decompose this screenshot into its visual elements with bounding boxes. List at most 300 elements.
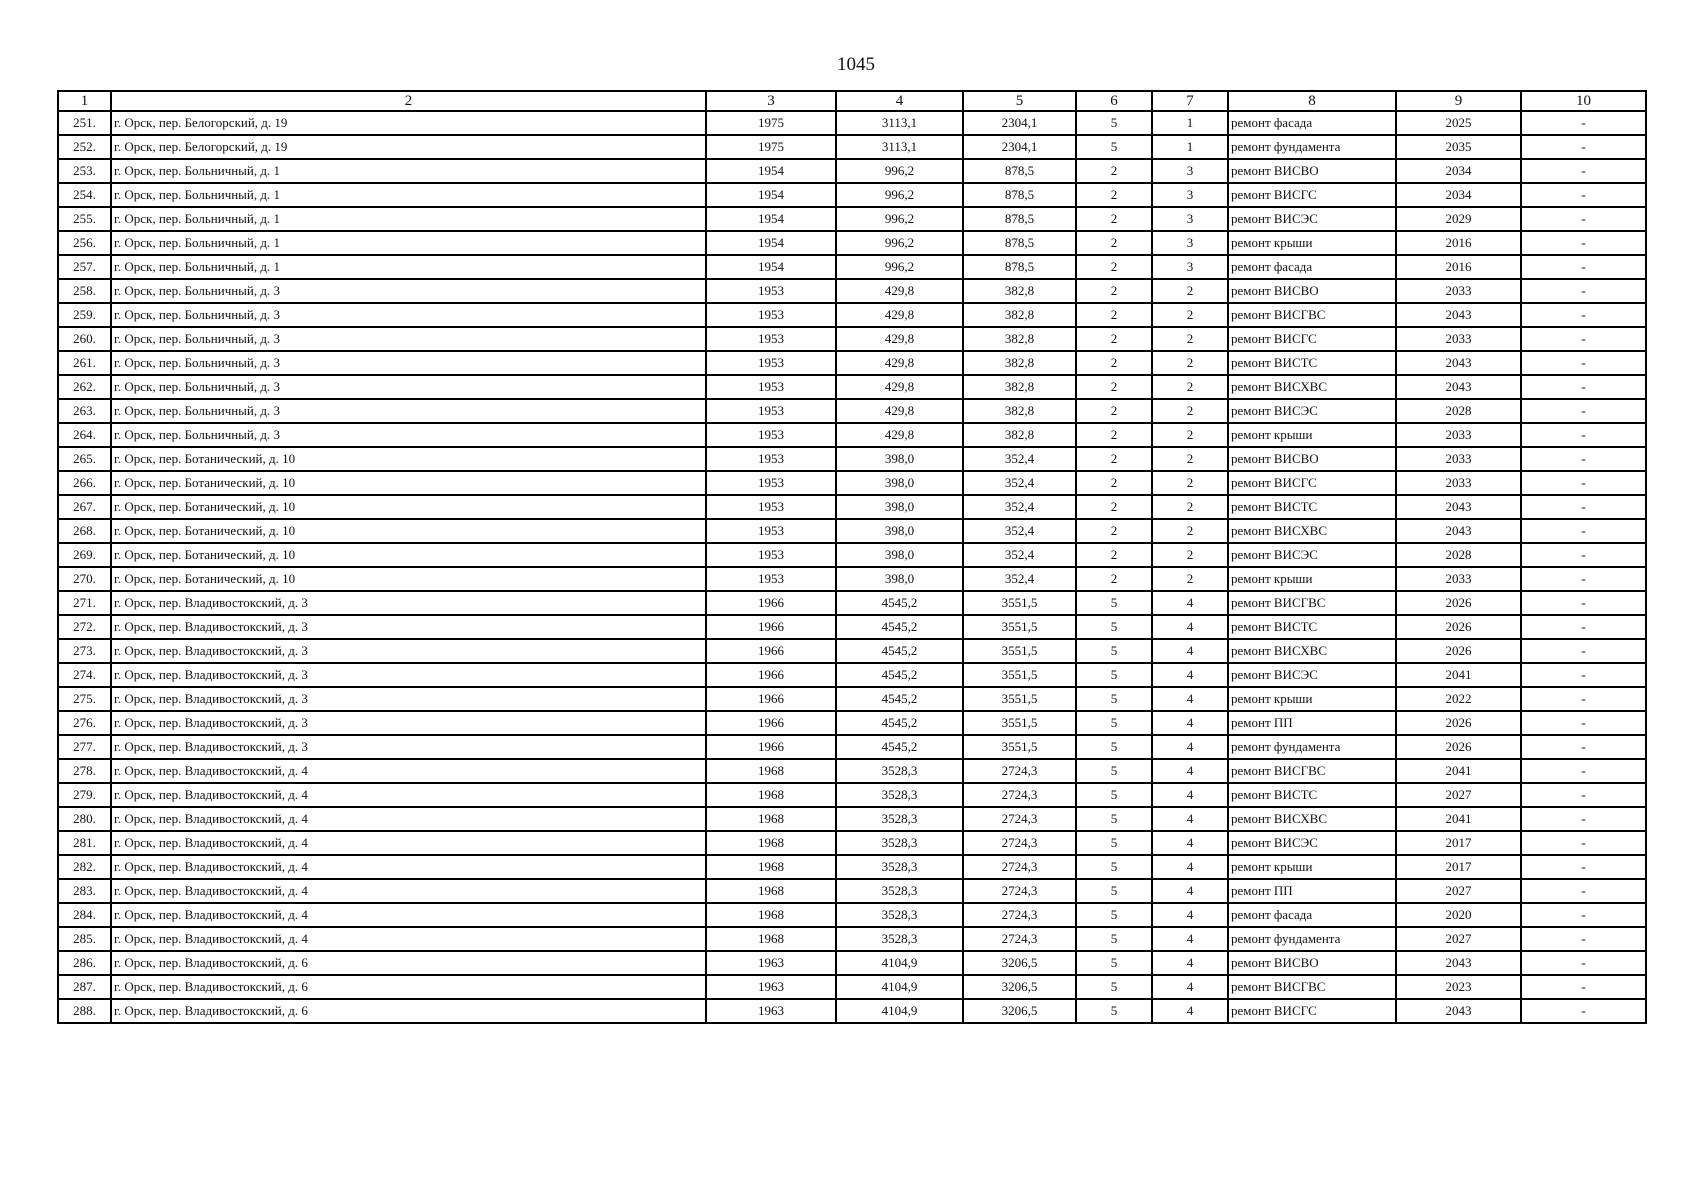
row-number-cell: 288. [58, 999, 111, 1023]
entrances-cell: 4 [1152, 999, 1228, 1023]
planned-year-cell: 2033 [1396, 567, 1521, 591]
entrances-cell: 3 [1152, 159, 1228, 183]
work-type-cell: ремонт ВИСВО [1228, 951, 1396, 975]
living-area-cell: 878,5 [963, 207, 1076, 231]
address-cell: г. Орск, пер. Больничный, д. 3 [111, 303, 706, 327]
note-cell: - [1521, 831, 1646, 855]
living-area-cell: 2724,3 [963, 807, 1076, 831]
note-cell: - [1521, 903, 1646, 927]
planned-year-cell: 2033 [1396, 327, 1521, 351]
table-row [58, 639, 1646, 663]
total-area-cell: 3528,3 [836, 831, 963, 855]
planned-year-cell: 2029 [1396, 207, 1521, 231]
table-row [58, 615, 1646, 639]
work-type-cell: ремонт ВИСХВС [1228, 639, 1396, 663]
living-area-cell: 352,4 [963, 447, 1076, 471]
table-row [58, 927, 1646, 951]
address-cell: г. Орск, пер. Владивостокский, д. 3 [111, 615, 706, 639]
note-cell: - [1521, 639, 1646, 663]
column-header: 3 [706, 91, 836, 111]
floors-cell: 2 [1076, 231, 1152, 255]
floors-cell: 2 [1076, 327, 1152, 351]
work-type-cell: ремонт фасада [1228, 111, 1396, 135]
living-area-cell: 352,4 [963, 495, 1076, 519]
floors-cell: 2 [1076, 183, 1152, 207]
note-cell: - [1521, 423, 1646, 447]
planned-year-cell: 2034 [1396, 159, 1521, 183]
floors-cell: 2 [1076, 495, 1152, 519]
table-row [58, 903, 1646, 927]
year-built-cell: 1953 [706, 423, 836, 447]
planned-year-cell: 2043 [1396, 951, 1521, 975]
living-area-cell: 382,8 [963, 375, 1076, 399]
total-area-cell: 996,2 [836, 231, 963, 255]
work-type-cell: ремонт крыши [1228, 687, 1396, 711]
note-cell: - [1521, 159, 1646, 183]
table-row [58, 831, 1646, 855]
table-row [58, 207, 1646, 231]
row-number-cell: 264. [58, 423, 111, 447]
table-row [58, 687, 1646, 711]
row-number-cell: 254. [58, 183, 111, 207]
note-cell: - [1521, 111, 1646, 135]
floors-cell: 2 [1076, 543, 1152, 567]
address-cell: г. Орск, пер. Ботанический, д. 10 [111, 567, 706, 591]
table-row [58, 447, 1646, 471]
year-built-cell: 1966 [706, 735, 836, 759]
table-row [58, 399, 1646, 423]
page-number: 1045 [837, 54, 875, 75]
living-area-cell: 878,5 [963, 255, 1076, 279]
planned-year-cell: 2025 [1396, 111, 1521, 135]
living-area-cell: 3551,5 [963, 663, 1076, 687]
total-area-cell: 429,8 [836, 279, 963, 303]
address-cell: г. Орск, пер. Больничный, д. 1 [111, 231, 706, 255]
floors-cell: 5 [1076, 831, 1152, 855]
entrances-cell: 3 [1152, 183, 1228, 207]
column-header: 1 [58, 91, 111, 111]
total-area-cell: 398,0 [836, 567, 963, 591]
work-type-cell: ремонт ВИСЭС [1228, 207, 1396, 231]
address-cell: г. Орск, пер. Ботанический, д. 10 [111, 447, 706, 471]
note-cell: - [1521, 975, 1646, 999]
living-area-cell: 2304,1 [963, 135, 1076, 159]
note-cell: - [1521, 687, 1646, 711]
year-built-cell: 1953 [706, 375, 836, 399]
floors-cell: 5 [1076, 903, 1152, 927]
address-cell: г. Орск, пер. Владивостокский, д. 3 [111, 639, 706, 663]
living-area-cell: 2724,3 [963, 831, 1076, 855]
living-area-cell: 2724,3 [963, 927, 1076, 951]
row-number-cell: 253. [58, 159, 111, 183]
year-built-cell: 1968 [706, 759, 836, 783]
total-area-cell: 429,8 [836, 423, 963, 447]
living-area-cell: 2724,3 [963, 903, 1076, 927]
year-built-cell: 1968 [706, 879, 836, 903]
address-cell: г. Орск, пер. Владивостокский, д. 4 [111, 759, 706, 783]
entrances-cell: 3 [1152, 231, 1228, 255]
work-type-cell: ремонт ВИСГВС [1228, 759, 1396, 783]
work-type-cell: ремонт крыши [1228, 423, 1396, 447]
table-row [58, 951, 1646, 975]
note-cell: - [1521, 255, 1646, 279]
work-type-cell: ремонт ВИСТС [1228, 783, 1396, 807]
year-built-cell: 1963 [706, 951, 836, 975]
row-number-cell: 268. [58, 519, 111, 543]
address-cell: г. Орск, пер. Больничный, д. 1 [111, 159, 706, 183]
year-built-cell: 1963 [706, 975, 836, 999]
table-row [58, 159, 1646, 183]
table-row [58, 879, 1646, 903]
note-cell: - [1521, 543, 1646, 567]
row-number-cell: 270. [58, 567, 111, 591]
total-area-cell: 398,0 [836, 447, 963, 471]
living-area-cell: 878,5 [963, 231, 1076, 255]
work-type-cell: ремонт фасада [1228, 903, 1396, 927]
entrances-cell: 3 [1152, 207, 1228, 231]
table-row [58, 759, 1646, 783]
table-body [58, 111, 1646, 1023]
planned-year-cell: 2028 [1396, 399, 1521, 423]
floors-cell: 5 [1076, 927, 1152, 951]
column-header: 9 [1396, 91, 1521, 111]
table-row [58, 519, 1646, 543]
table-row [58, 735, 1646, 759]
address-cell: г. Орск, пер. Владивостокский, д. 4 [111, 927, 706, 951]
living-area-cell: 878,5 [963, 159, 1076, 183]
year-built-cell: 1966 [706, 615, 836, 639]
table-row [58, 255, 1646, 279]
work-type-cell: ремонт ВИСХВС [1228, 375, 1396, 399]
living-area-cell: 352,4 [963, 543, 1076, 567]
total-area-cell: 3113,1 [836, 135, 963, 159]
year-built-cell: 1968 [706, 855, 836, 879]
row-number-cell: 274. [58, 663, 111, 687]
note-cell: - [1521, 399, 1646, 423]
floors-cell: 2 [1076, 399, 1152, 423]
work-type-cell: ремонт ВИСГВС [1228, 975, 1396, 999]
entrances-cell: 2 [1152, 279, 1228, 303]
entrances-cell: 4 [1152, 687, 1228, 711]
row-number-cell: 256. [58, 231, 111, 255]
row-number-cell: 252. [58, 135, 111, 159]
total-area-cell: 3528,3 [836, 903, 963, 927]
address-cell: г. Орск, пер. Владивостокский, д. 6 [111, 951, 706, 975]
total-area-cell: 4545,2 [836, 639, 963, 663]
note-cell: - [1521, 807, 1646, 831]
living-area-cell: 352,4 [963, 471, 1076, 495]
entrances-cell: 4 [1152, 879, 1228, 903]
address-cell: г. Орск, пер. Владивостокский, д. 4 [111, 903, 706, 927]
note-cell: - [1521, 951, 1646, 975]
total-area-cell: 398,0 [836, 495, 963, 519]
year-built-cell: 1966 [706, 591, 836, 615]
column-header: 6 [1076, 91, 1152, 111]
work-type-cell: ремонт ВИСГВС [1228, 303, 1396, 327]
address-cell: г. Орск, пер. Больничный, д. 3 [111, 375, 706, 399]
planned-year-cell: 2026 [1396, 735, 1521, 759]
total-area-cell: 429,8 [836, 303, 963, 327]
total-area-cell: 3528,3 [836, 879, 963, 903]
floors-cell: 5 [1076, 639, 1152, 663]
row-number-cell: 280. [58, 807, 111, 831]
row-number-cell: 259. [58, 303, 111, 327]
total-area-cell: 4545,2 [836, 711, 963, 735]
living-area-cell: 3551,5 [963, 735, 1076, 759]
row-number-cell: 273. [58, 639, 111, 663]
total-area-cell: 429,8 [836, 327, 963, 351]
total-area-cell: 3528,3 [836, 807, 963, 831]
total-area-cell: 3528,3 [836, 783, 963, 807]
floors-cell: 2 [1076, 471, 1152, 495]
entrances-cell: 4 [1152, 927, 1228, 951]
row-number-cell: 285. [58, 927, 111, 951]
total-area-cell: 398,0 [836, 471, 963, 495]
table-row [58, 351, 1646, 375]
total-area-cell: 996,2 [836, 207, 963, 231]
work-type-cell: ремонт крыши [1228, 231, 1396, 255]
address-cell: г. Орск, пер. Ботанический, д. 10 [111, 471, 706, 495]
entrances-cell: 2 [1152, 543, 1228, 567]
row-number-cell: 262. [58, 375, 111, 399]
total-area-cell: 3113,1 [836, 111, 963, 135]
total-area-cell: 4545,2 [836, 663, 963, 687]
entrances-cell: 4 [1152, 783, 1228, 807]
work-type-cell: ремонт ВИСЭС [1228, 543, 1396, 567]
planned-year-cell: 2023 [1396, 975, 1521, 999]
floors-cell: 5 [1076, 735, 1152, 759]
table-row [58, 855, 1646, 879]
table-row [58, 231, 1646, 255]
entrances-cell: 4 [1152, 975, 1228, 999]
column-header: 4 [836, 91, 963, 111]
total-area-cell: 398,0 [836, 543, 963, 567]
address-cell: г. Орск, пер. Владивостокский, д. 3 [111, 663, 706, 687]
entrances-cell: 2 [1152, 519, 1228, 543]
entrances-cell: 2 [1152, 351, 1228, 375]
planned-year-cell: 2017 [1396, 831, 1521, 855]
note-cell: - [1521, 495, 1646, 519]
year-built-cell: 1953 [706, 567, 836, 591]
planned-year-cell: 2026 [1396, 639, 1521, 663]
note-cell: - [1521, 927, 1646, 951]
work-type-cell: ремонт ВИСГС [1228, 999, 1396, 1023]
living-area-cell: 2724,3 [963, 759, 1076, 783]
note-cell: - [1521, 591, 1646, 615]
floors-cell: 5 [1076, 687, 1152, 711]
row-number-cell: 276. [58, 711, 111, 735]
work-type-cell: ремонт ВИСЭС [1228, 831, 1396, 855]
row-number-cell: 269. [58, 543, 111, 567]
table-row [58, 543, 1646, 567]
work-type-cell: ремонт фасада [1228, 255, 1396, 279]
table-row [58, 975, 1646, 999]
planned-year-cell: 2041 [1396, 807, 1521, 831]
entrances-cell: 4 [1152, 951, 1228, 975]
floors-cell: 5 [1076, 807, 1152, 831]
living-area-cell: 2724,3 [963, 783, 1076, 807]
row-number-cell: 267. [58, 495, 111, 519]
table-row [58, 591, 1646, 615]
year-built-cell: 1966 [706, 687, 836, 711]
entrances-cell: 2 [1152, 495, 1228, 519]
table-row [58, 471, 1646, 495]
table-row [58, 807, 1646, 831]
planned-year-cell: 2041 [1396, 663, 1521, 687]
living-area-cell: 3551,5 [963, 687, 1076, 711]
work-type-cell: ремонт ВИСХВС [1228, 519, 1396, 543]
note-cell: - [1521, 711, 1646, 735]
work-type-cell: ремонт крыши [1228, 567, 1396, 591]
year-built-cell: 1975 [706, 135, 836, 159]
living-area-cell: 382,8 [963, 423, 1076, 447]
floors-cell: 2 [1076, 351, 1152, 375]
address-cell: г. Орск, пер. Больничный, д. 1 [111, 207, 706, 231]
living-area-cell: 3551,5 [963, 591, 1076, 615]
column-header: 2 [111, 91, 706, 111]
row-number-cell: 263. [58, 399, 111, 423]
planned-year-cell: 2027 [1396, 783, 1521, 807]
row-number-cell: 287. [58, 975, 111, 999]
address-cell: г. Орск, пер. Белогорский, д. 19 [111, 111, 706, 135]
floors-cell: 2 [1076, 159, 1152, 183]
year-built-cell: 1968 [706, 927, 836, 951]
total-area-cell: 429,8 [836, 375, 963, 399]
address-cell: г. Орск, пер. Владивостокский, д. 4 [111, 879, 706, 903]
note-cell: - [1521, 759, 1646, 783]
floors-cell: 5 [1076, 783, 1152, 807]
floors-cell: 5 [1076, 711, 1152, 735]
note-cell: - [1521, 303, 1646, 327]
planned-year-cell: 2043 [1396, 351, 1521, 375]
year-built-cell: 1954 [706, 159, 836, 183]
address-cell: г. Орск, пер. Больничный, д. 3 [111, 279, 706, 303]
year-built-cell: 1954 [706, 231, 836, 255]
planned-year-cell: 2026 [1396, 711, 1521, 735]
entrances-cell: 2 [1152, 303, 1228, 327]
note-cell: - [1521, 351, 1646, 375]
column-header: 10 [1521, 91, 1646, 111]
planned-year-cell: 2033 [1396, 423, 1521, 447]
table-row [58, 663, 1646, 687]
work-type-cell: ремонт ПП [1228, 879, 1396, 903]
address-cell: г. Орск, пер. Ботанический, д. 10 [111, 543, 706, 567]
row-number-cell: 275. [58, 687, 111, 711]
living-area-cell: 878,5 [963, 183, 1076, 207]
year-built-cell: 1954 [706, 255, 836, 279]
address-cell: г. Орск, пер. Больничный, д. 1 [111, 255, 706, 279]
planned-year-cell: 2016 [1396, 255, 1521, 279]
table-row [58, 327, 1646, 351]
year-built-cell: 1953 [706, 351, 836, 375]
planned-year-cell: 2016 [1396, 231, 1521, 255]
planned-year-cell: 2020 [1396, 903, 1521, 927]
floors-cell: 2 [1076, 375, 1152, 399]
address-cell: г. Орск, пер. Ботанический, д. 10 [111, 519, 706, 543]
year-built-cell: 1953 [706, 399, 836, 423]
year-built-cell: 1953 [706, 303, 836, 327]
year-built-cell: 1954 [706, 183, 836, 207]
row-number-cell: 286. [58, 951, 111, 975]
address-cell: г. Орск, пер. Владивостокский, д. 3 [111, 687, 706, 711]
total-area-cell: 996,2 [836, 183, 963, 207]
total-area-cell: 4104,9 [836, 951, 963, 975]
entrances-cell: 1 [1152, 135, 1228, 159]
total-area-cell: 3528,3 [836, 759, 963, 783]
work-type-cell: ремонт ПП [1228, 711, 1396, 735]
planned-year-cell: 2022 [1396, 687, 1521, 711]
entrances-cell: 2 [1152, 447, 1228, 471]
total-area-cell: 3528,3 [836, 927, 963, 951]
row-number-cell: 266. [58, 471, 111, 495]
row-number-cell: 279. [58, 783, 111, 807]
table-row [58, 567, 1646, 591]
note-cell: - [1521, 447, 1646, 471]
row-number-cell: 272. [58, 615, 111, 639]
table-row [58, 999, 1646, 1023]
year-built-cell: 1953 [706, 327, 836, 351]
address-cell: г. Орск, пер. Больничный, д. 3 [111, 423, 706, 447]
living-area-cell: 3551,5 [963, 711, 1076, 735]
row-number-cell: 260. [58, 327, 111, 351]
entrances-cell: 2 [1152, 399, 1228, 423]
work-type-cell: ремонт ВИСВО [1228, 447, 1396, 471]
address-cell: г. Орск, пер. Больничный, д. 3 [111, 399, 706, 423]
note-cell: - [1521, 207, 1646, 231]
total-area-cell: 429,8 [836, 399, 963, 423]
work-type-cell: ремонт ВИСЭС [1228, 663, 1396, 687]
work-type-cell: ремонт фундамента [1228, 927, 1396, 951]
living-area-cell: 382,8 [963, 351, 1076, 375]
year-built-cell: 1968 [706, 807, 836, 831]
floors-cell: 2 [1076, 447, 1152, 471]
work-type-cell: ремонт фундамента [1228, 135, 1396, 159]
note-cell: - [1521, 879, 1646, 903]
living-area-cell: 382,8 [963, 399, 1076, 423]
year-built-cell: 1953 [706, 279, 836, 303]
table-row [58, 111, 1646, 135]
planned-year-cell: 2027 [1396, 879, 1521, 903]
row-number-cell: 277. [58, 735, 111, 759]
total-area-cell: 4104,9 [836, 999, 963, 1023]
living-area-cell: 2304,1 [963, 111, 1076, 135]
work-type-cell: ремонт ВИСГВС [1228, 591, 1396, 615]
year-built-cell: 1953 [706, 495, 836, 519]
year-built-cell: 1968 [706, 831, 836, 855]
total-area-cell: 4545,2 [836, 687, 963, 711]
year-built-cell: 1953 [706, 471, 836, 495]
table-row [58, 183, 1646, 207]
note-cell: - [1521, 279, 1646, 303]
planned-year-cell: 2026 [1396, 591, 1521, 615]
year-built-cell: 1953 [706, 447, 836, 471]
note-cell: - [1521, 135, 1646, 159]
address-cell: г. Орск, пер. Ботанический, д. 10 [111, 495, 706, 519]
table-row [58, 303, 1646, 327]
living-area-cell: 3206,5 [963, 951, 1076, 975]
year-built-cell: 1975 [706, 111, 836, 135]
floors-cell: 5 [1076, 615, 1152, 639]
row-number-cell: 255. [58, 207, 111, 231]
floors-cell: 2 [1076, 279, 1152, 303]
living-area-cell: 3206,5 [963, 975, 1076, 999]
address-cell: г. Орск, пер. Владивостокский, д. 3 [111, 711, 706, 735]
column-header: 5 [963, 91, 1076, 111]
address-cell: г. Орск, пер. Владивостокский, д. 4 [111, 783, 706, 807]
entrances-cell: 4 [1152, 663, 1228, 687]
entrances-cell: 2 [1152, 423, 1228, 447]
floors-cell: 2 [1076, 423, 1152, 447]
